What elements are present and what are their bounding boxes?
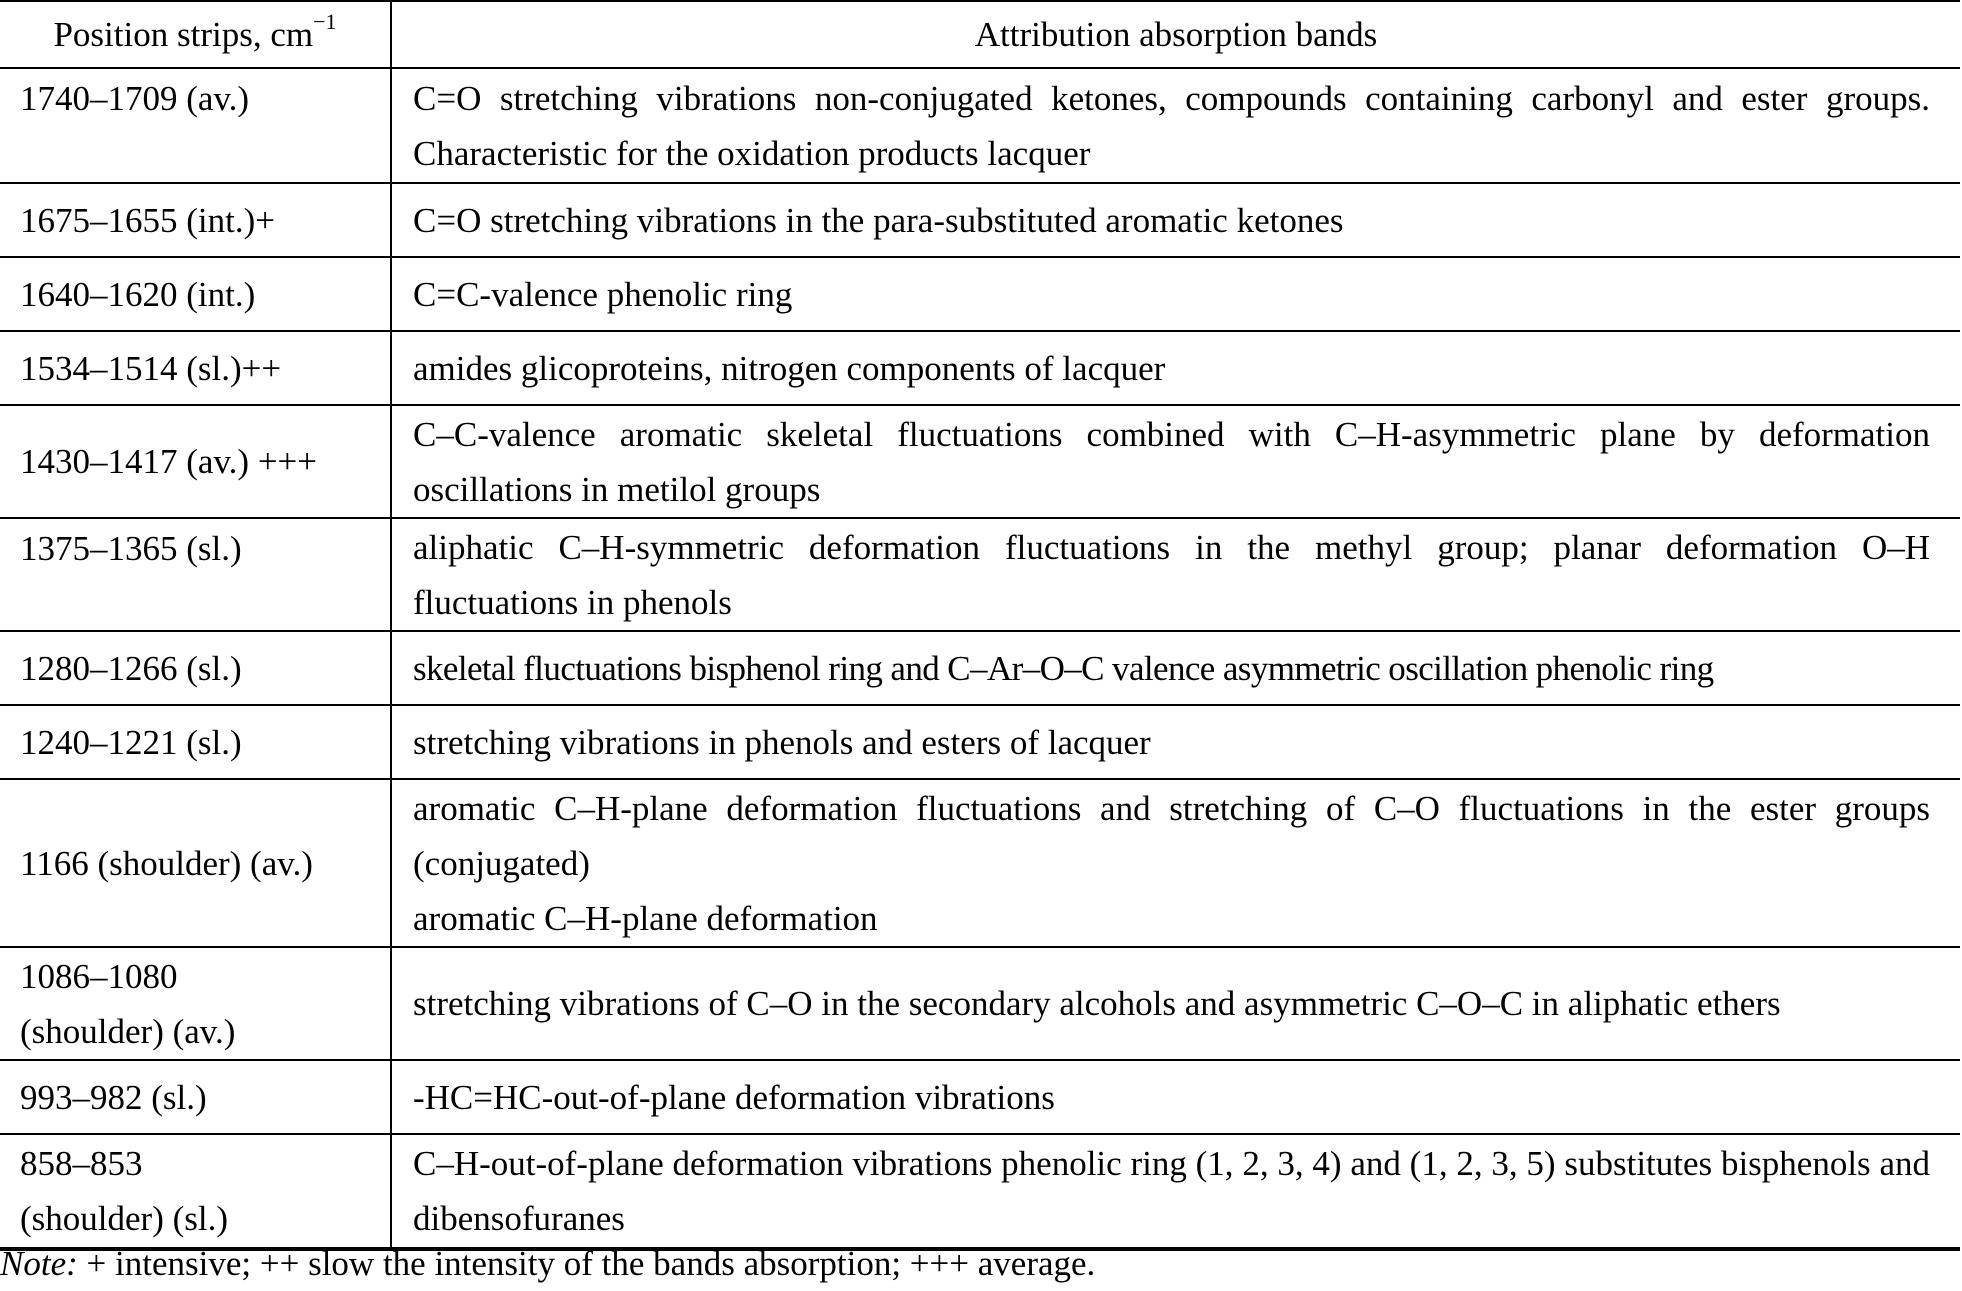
- header-position-unit-sup: −1: [313, 9, 337, 35]
- cell-position: [0, 1134, 391, 1249]
- table-row: [0, 518, 1960, 631]
- cell-attribution: -HC=HC-out-of-plane deformation vibrations: [391, 1060, 1960, 1134]
- cell-position-line: (shoulder) (sl.): [20, 1199, 229, 1238]
- cell-position: 1166 (shoulder) (av.): [0, 779, 391, 947]
- cell-position-line: 858–853: [20, 1144, 143, 1183]
- table-row: [0, 331, 1960, 405]
- cell-position: 1534–1514 (sl.)++: [0, 331, 391, 405]
- cell-position: 1280–1266 (sl.): [0, 631, 391, 705]
- table-row: [0, 1060, 1960, 1134]
- cell-attribution: C–C-valence aromatic skeletal fluctuations combined with C–H-asymmetric plane by deformation oscillations in metilol groups: [391, 405, 1960, 518]
- cell-position: 1430–1417 (av.) +++: [0, 405, 391, 518]
- table-row: [0, 183, 1960, 257]
- cell-position: 1640–1620 (int.): [0, 257, 391, 331]
- table-row: [0, 705, 1960, 779]
- header-row: [0, 1, 1960, 68]
- cell-attribution: C=O stretching vibrations non-conjugated ketones, compounds containing carbonyl and ester groups. Characteristic for the oxidation products lacquer: [391, 68, 1960, 183]
- header-position: [0, 1, 391, 68]
- note-text: + intensive; ++ slow the intensity of the bands absorption; +++ average.: [77, 1244, 1096, 1283]
- cell-attribution: C=C-valence phenolic ring: [391, 257, 1960, 331]
- cell-attribution: skeletal fluctuations bisphenol ring and C–Ar–O–C valence asymmetric oscillation phenolic ring: [391, 631, 1960, 705]
- table-row: [0, 631, 1960, 705]
- cell-position: [0, 947, 391, 1060]
- cell-position-line: 1086–1080: [20, 956, 178, 996]
- cell-position: 1375–1365 (sl.): [0, 518, 391, 631]
- table-row: [0, 405, 1960, 518]
- cell-attribution-line: aromatic C–H-plane deformation fluctuations and stretching of C–O fluctuations in the ester groups (conjugated): [413, 788, 1930, 883]
- cell-attribution-line: aromatic C–H-plane deformation: [413, 898, 878, 938]
- cell-attribution: C–H-out-of-plane deformation vibrations phenolic ring (1, 2, 3, 4) and (1, 2, 3, 5) substitutes bisphenols and dibensofuranes: [391, 1134, 1960, 1249]
- table-row: [0, 68, 1960, 183]
- cell-attribution: stretching vibrations in phenols and esters of lacquer: [391, 705, 1960, 779]
- cell-position: 1740–1709 (av.): [0, 68, 391, 183]
- cell-position: 1675–1655 (int.)+: [0, 183, 391, 257]
- header-position-label: Position strips, cm: [53, 15, 314, 54]
- cell-attribution: [391, 779, 1960, 947]
- table-row: [0, 257, 1960, 331]
- table-note: [0, 1236, 1095, 1291]
- cell-attribution: stretching vibrations of C–O in the secondary alcohols and asymmetric C–O–C in aliphatic ethers: [391, 947, 1960, 1060]
- cell-position: 993–982 (sl.): [0, 1060, 391, 1134]
- table-row: [0, 1134, 1960, 1249]
- cell-position-line: (shoulder) (av.): [20, 1011, 236, 1051]
- note-label: Note:: [0, 1244, 78, 1283]
- header-attribution: Attribution absorption bands: [391, 1, 1960, 68]
- table-row: [0, 779, 1960, 947]
- table-row: [0, 947, 1960, 1060]
- cell-attribution: amides glicoproteins, nitrogen components of lacquer: [391, 331, 1960, 405]
- cell-attribution: aliphatic C–H-symmetric deformation fluctuations in the methyl group; planar deformation O–H fluctuations in phenols: [391, 518, 1960, 631]
- cell-attribution: C=O stretching vibrations in the para-substituted aromatic ketones: [391, 183, 1960, 257]
- cell-position: 1240–1221 (sl.): [0, 705, 391, 779]
